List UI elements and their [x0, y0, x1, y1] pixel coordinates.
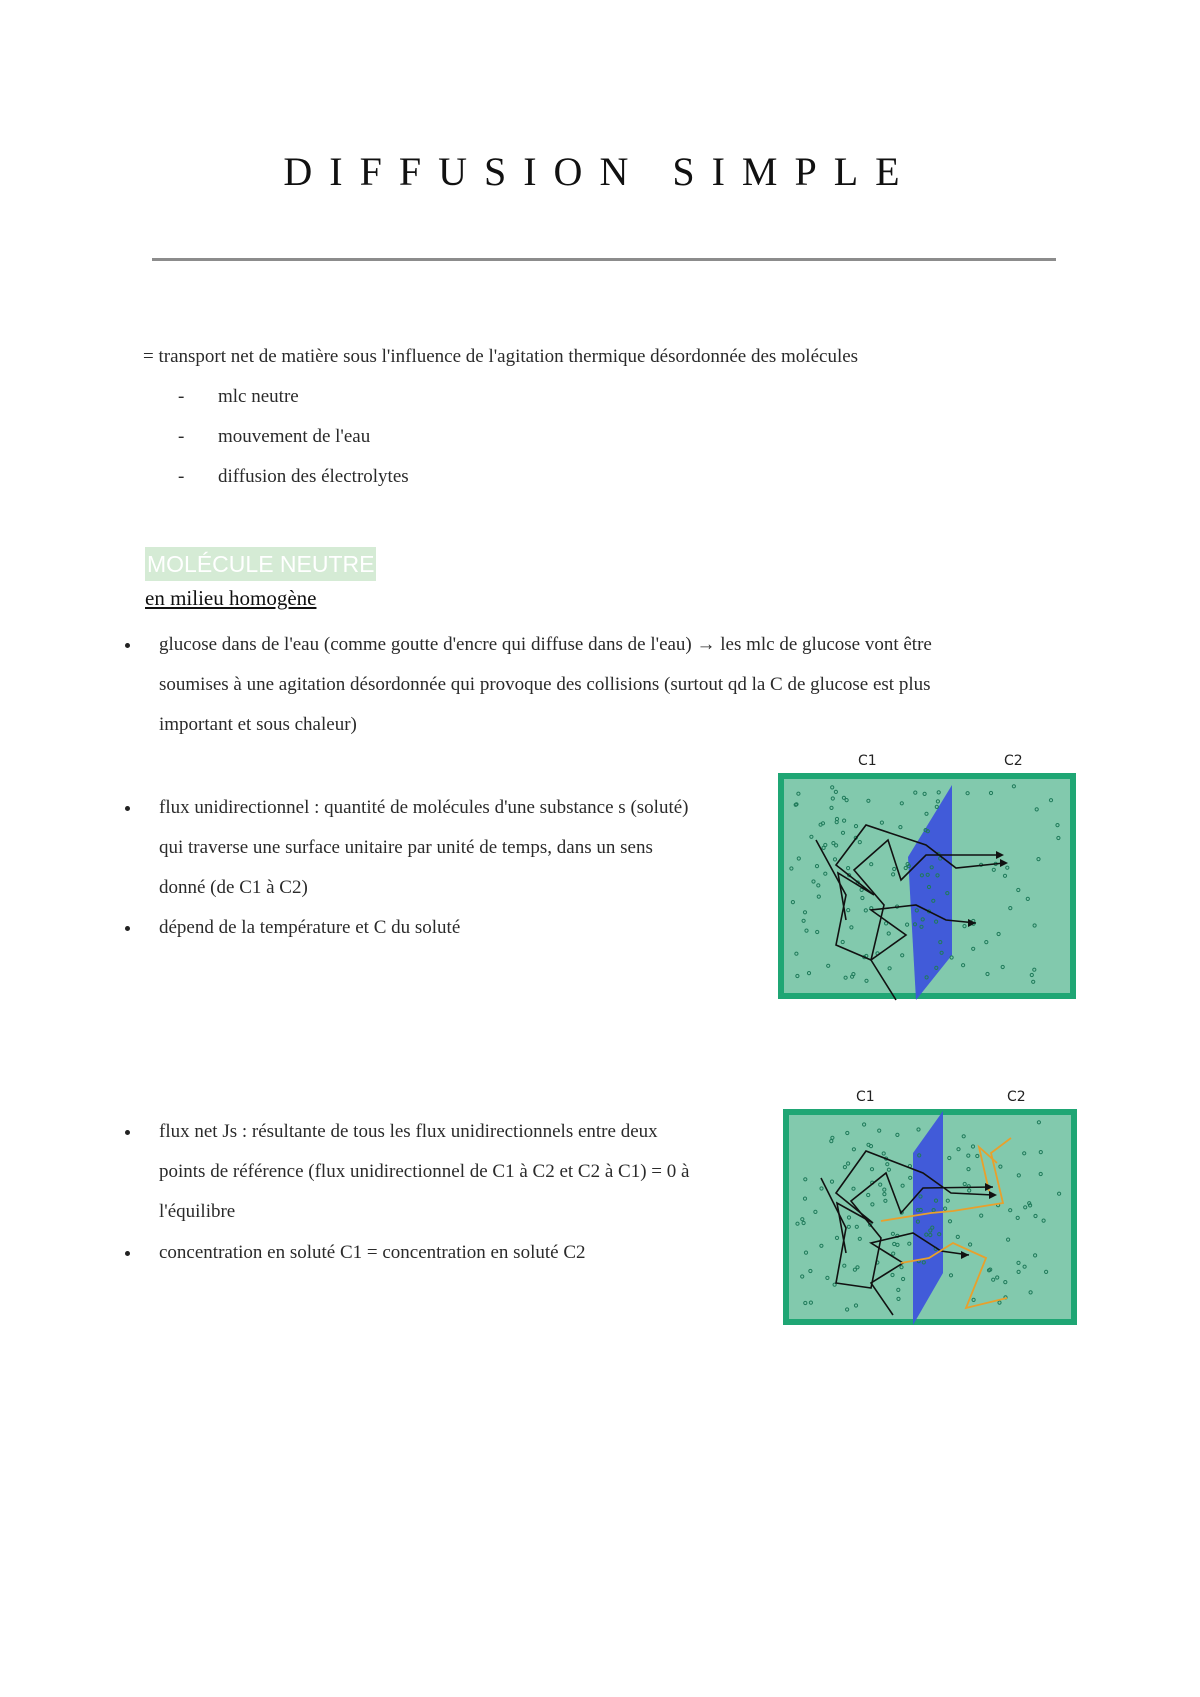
bullet-line: soumises à une agitation désordonnée qui provoque des collisions (surtout qd la C de glucose est plus	[159, 674, 931, 695]
figure-label-c2: C2	[1007, 1089, 1026, 1105]
figure-label-c2: C2	[1004, 753, 1023, 769]
bullet-line: important et sous chaleur)	[159, 714, 357, 735]
bullet-item	[159, 908, 460, 948]
bullet-line: donné (de C1 à C2)	[159, 877, 308, 898]
figure-label-c1: C1	[858, 753, 877, 769]
subheading: en milieu homogène	[145, 586, 317, 610]
bullet-dot	[125, 1251, 130, 1256]
topic-label: diffusion des électrolytes	[218, 466, 409, 487]
list-item: - mlc neutre	[178, 386, 299, 407]
bullet-dot	[125, 926, 130, 931]
bullet-line: l'équilibre	[159, 1201, 236, 1222]
bullet-line: flux net Js : résultante de tous les flux unidirectionnels entre deux	[159, 1121, 658, 1142]
bullet-item	[159, 788, 688, 908]
topic-list	[178, 386, 409, 506]
bullet-item	[159, 1233, 586, 1273]
figure-label-c1: C1	[856, 1089, 875, 1105]
bullet-line: points de référence (flux unidirectionnel de C1 à C2 et C2 à C1) = 0 à	[159, 1161, 690, 1182]
bullet-line: flux unidirectionnel : quantité de molécules d'une substance s (soluté)	[159, 797, 689, 818]
bullet-line: dépend de la température et C du soluté	[159, 917, 461, 938]
list-item: - mouvement de l'eau	[178, 426, 371, 447]
bullet-line: concentration en soluté C1 = concentration en soluté C2	[159, 1242, 586, 1263]
list-item: - diffusion des électrolytes	[178, 466, 409, 487]
bullet-item	[159, 1112, 689, 1232]
topic-label: mlc neutre	[218, 386, 299, 407]
bullet-dot	[125, 643, 130, 648]
section-heading: MOLÉCULE NEUTRE	[145, 547, 376, 581]
diffusion-figure-equilibrium	[781, 1083, 1081, 1333]
bullet-line: qui traverse une surface unitaire par unité de temps, dans un sens	[159, 837, 653, 858]
page-title: DIFFUSION SIMPLE	[283, 149, 917, 194]
diffusion-figure-unidirectional	[776, 745, 1082, 1010]
bullet-item	[159, 625, 932, 745]
bullet-line: glucose dans de l'eau (comme goutte d'encre qui diffuse dans de l'eau) → les mlc de glucose vont être	[159, 634, 932, 655]
topic-label: mouvement de l'eau	[218, 426, 371, 447]
definition-text: = transport net de matière sous l'influence de l'agitation thermique désordonnée des molécules	[143, 346, 859, 367]
bullet-dot	[125, 1130, 130, 1135]
title-divider	[152, 258, 1056, 261]
bullet-dot	[125, 806, 130, 811]
